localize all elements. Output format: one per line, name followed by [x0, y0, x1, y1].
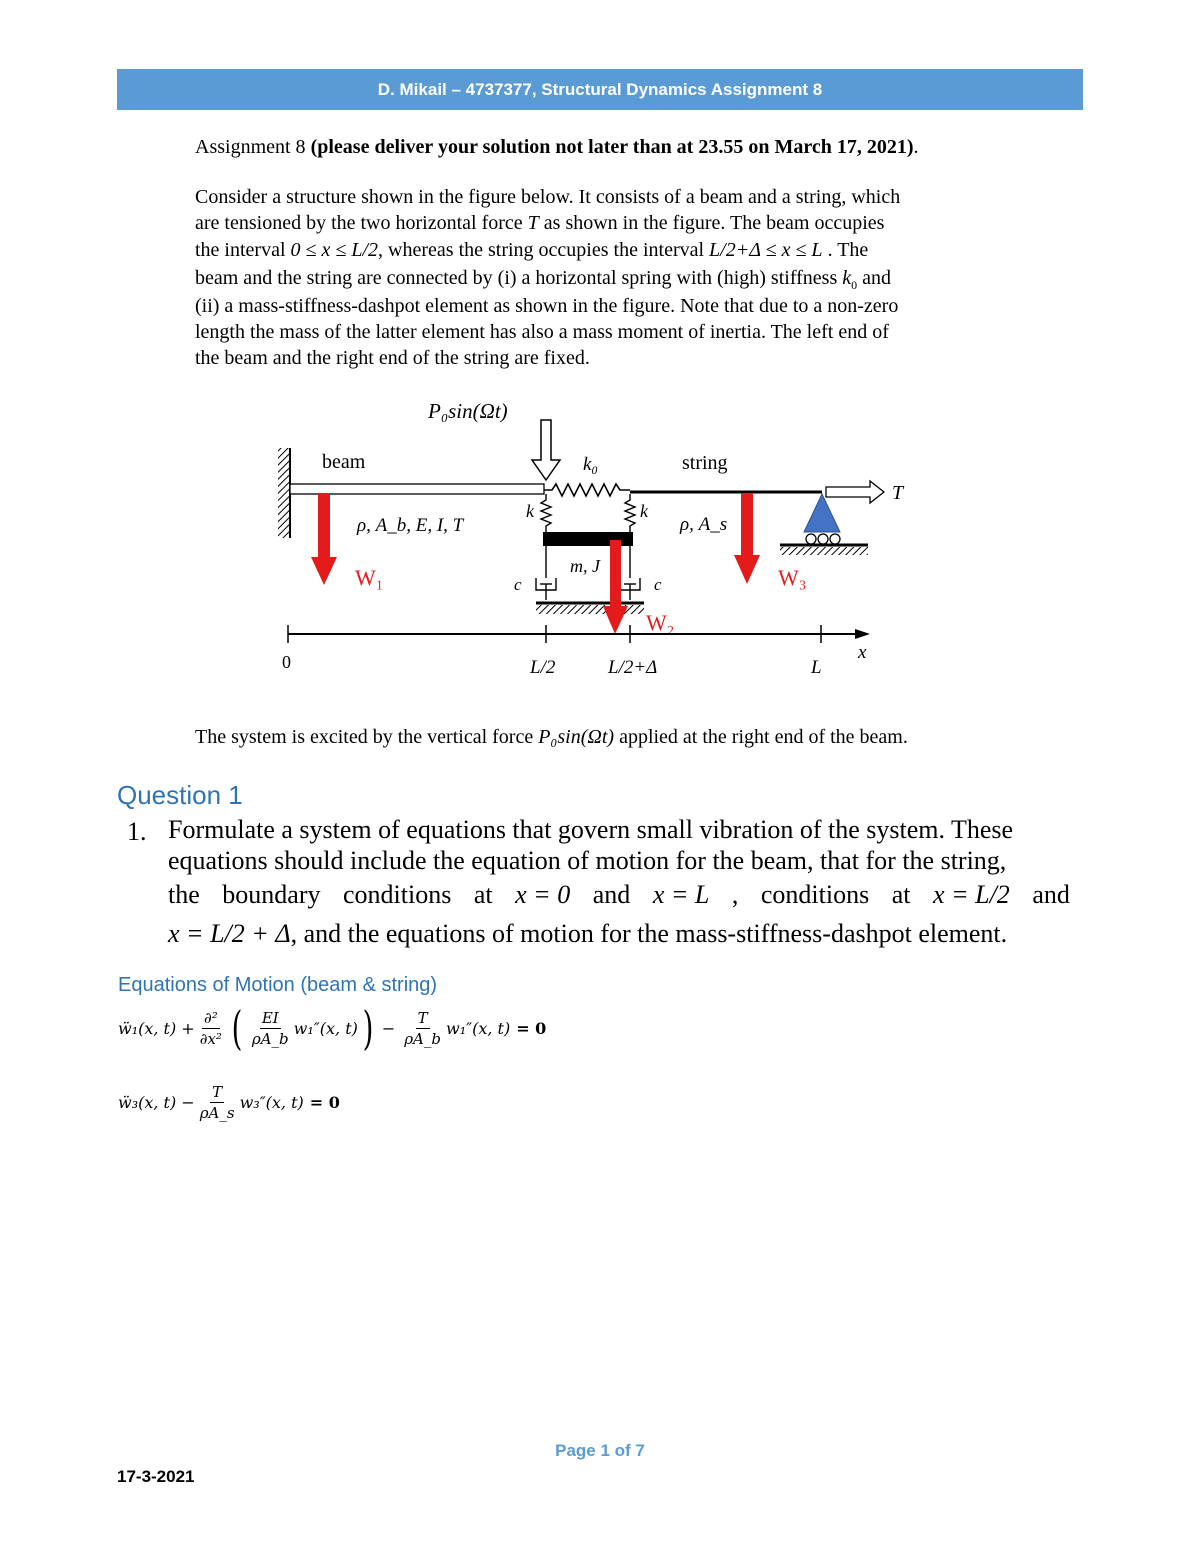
w3-arrow: [734, 493, 760, 584]
k0-label: k₀: [583, 454, 599, 475]
k-label-left: k: [526, 501, 534, 521]
tick-label-L: L: [811, 657, 822, 678]
beam-label: beam: [322, 451, 366, 473]
description-line: the interval 0 ≤ x ≤ L/2, whereas the string occupies the interval L/2+Δ ≤ x ≤ L . The: [195, 239, 869, 261]
question-line: equations should include the equation of motion for the beam, that for the string,: [168, 846, 1007, 875]
k-spring-right: [625, 494, 635, 532]
tension-label: T: [892, 482, 904, 504]
force-label: P₀sin(Ωt): [428, 399, 508, 423]
tick-label-0: 0: [282, 652, 291, 672]
string-label: string: [682, 452, 728, 474]
tension-arrow: [826, 481, 884, 503]
description-line: Consider a structure shown in the figure below. It consists of a beam and a string, which: [195, 186, 901, 208]
beam-equation: ẅ₁(x, t) + $\frac{\text{∂²}}{\text{∂x²}}$ ( $\frac{EI}{\rho A\_b}$ w₁″(x, t) ) − $\frac{T}{\rho A\_b}$ w₁″(x, t) = 0: [118, 1001, 547, 1055]
w3-label: W₃: [778, 565, 807, 590]
mass-label: m, J: [570, 556, 600, 576]
description-line: (ii) a mass-stiffness-dashpot element as shown in the figure. Note that due to a non-zero: [195, 295, 899, 317]
structure-figure: [0, 0, 1200, 700]
k0-spring: [544, 484, 630, 496]
tick-label-delta: L/2+Δ: [608, 657, 658, 678]
axis-label-x: x: [858, 642, 867, 663]
footer-date: 17-3-2021: [117, 1467, 195, 1486]
assignment-title-plain: Assignment 8: [195, 136, 311, 158]
assignment-deadline: (please deliver your solution not later than at 23.55 on March 17, 2021): [310, 136, 914, 158]
pin-support: [804, 494, 840, 532]
excitation-text: The system is excited by the vertical force P₀sin(Ωt) applied at the right end of the beam.: [195, 726, 908, 748]
beam-properties: ρ, A_b, E, I, T: [357, 515, 464, 536]
description-line: beam and the string are connected by (i) a horizontal spring with (high) stiffness $k_0$ and: [195, 267, 892, 292]
dashpot-left: [536, 578, 556, 600]
question-number: 1.: [127, 817, 147, 846]
w2-label: W₂: [646, 610, 675, 635]
string-properties: ρ, A_s: [680, 514, 728, 535]
tick-label-half: L/2: [530, 657, 556, 678]
question-heading: Question 1: [117, 780, 243, 810]
k-spring-left: [541, 494, 551, 532]
header-title: D. Mikail – 4737377, Structural Dynamics Assignment 8: [377, 79, 823, 99]
w2-arrow: [603, 540, 628, 634]
description-line: the beam and the right end of the string are fixed.: [195, 347, 590, 369]
page-number: Page 1 of 7: [555, 1441, 645, 1460]
assignment-title-end: .: [913, 136, 919, 158]
c-label-right: c: [654, 575, 662, 594]
w1-arrow: [311, 493, 337, 585]
equations-heading: Equations of Motion (beam & string): [118, 974, 438, 996]
dashpot-right: [620, 578, 640, 600]
question-line: Formulate a system of equations that govern small vibration of the system. These: [168, 815, 1014, 844]
description-line: are tensioned by the two horizontal force T as shown in the figure. The beam occupies: [195, 212, 885, 234]
question-line: x = L/2 + Δ, and the equations of motion for the mass-stiffness-dashpot element.: [168, 919, 1008, 948]
question-line: the boundary conditions at x = 0 and x = L , conditions at x = L/2 and: [168, 880, 1070, 909]
left-wall: [278, 448, 290, 538]
w1-label: W₁: [355, 565, 384, 590]
force-arrow: [532, 420, 560, 480]
c-label-left: c: [514, 575, 522, 594]
string-equation: ẅ₃(x, t) − $\frac{T}{\rho A\_s}$ w₃″(x, t) = 0: [118, 1083, 340, 1122]
beam: [290, 484, 544, 494]
description-line: length the mass of the latter element has also a mass moment of inertia. The left end of: [195, 321, 889, 343]
k-label-right: k: [640, 501, 648, 521]
